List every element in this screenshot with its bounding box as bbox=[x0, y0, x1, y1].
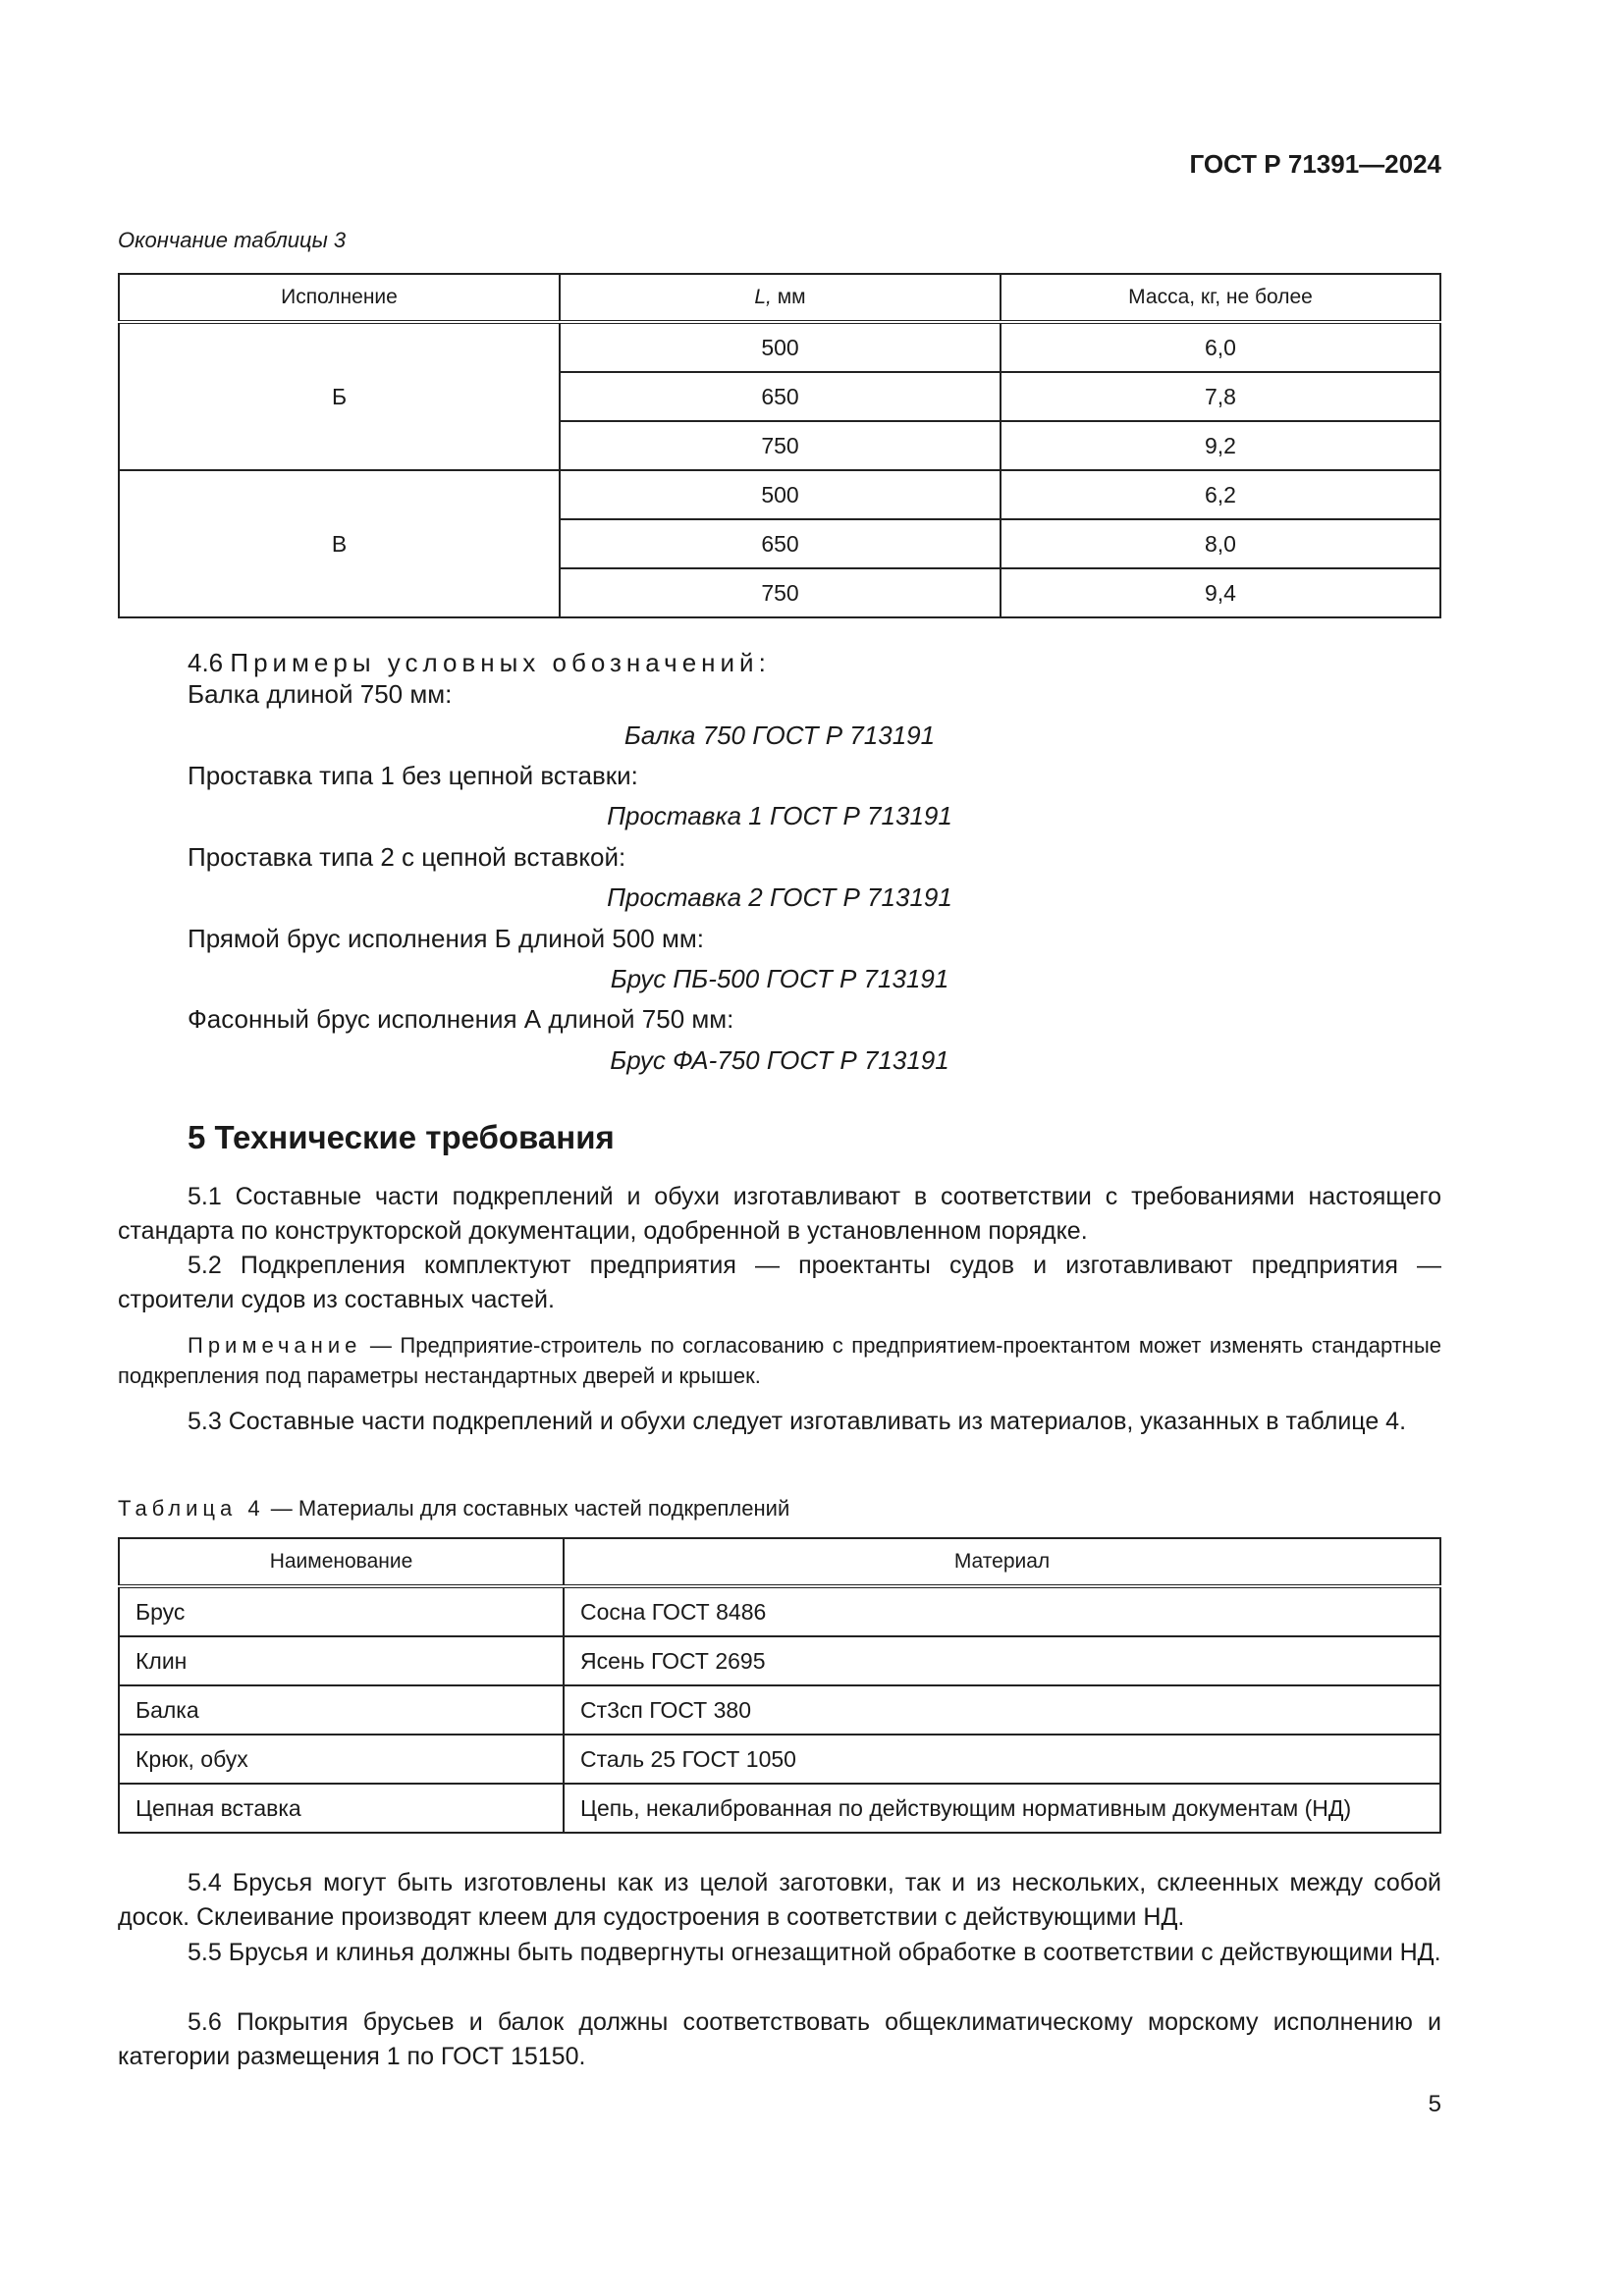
cell: Цепная вставка bbox=[119, 1784, 564, 1833]
cell: 650 bbox=[560, 519, 1001, 568]
cell: 6,0 bbox=[1001, 322, 1440, 372]
paragraph-5-6: 5.6 Покрытия брусьев и балок должны соответствовать общеклиматическому морскому исполнению и категории размещения 1 по ГОСТ 15150. bbox=[118, 2008, 1441, 2070]
paragraph-5-1: 5.1 Составные части подкреплений и обухи изготавливают в соответствии с требованиями настоящего стандарта по конструкторской документации, одобренной в установленном порядке. bbox=[118, 1183, 1441, 1245]
cell: Клин bbox=[119, 1636, 564, 1685]
example-text: Прямой брус исполнения Б длиной 500 мм: bbox=[188, 924, 704, 953]
cell: Цепь, некалиброванная по действующим нормативным документам (НД) bbox=[564, 1784, 1440, 1833]
table-row bbox=[119, 1784, 1440, 1833]
example-text: Проставка типа 1 без цепной вставки: bbox=[188, 761, 638, 790]
table-row bbox=[119, 322, 1440, 372]
cell: 500 bbox=[560, 470, 1001, 519]
paragraph-5-4: 5.4 Брусья могут быть изготовлены как из целой заготовки, так и из нескольких, склеенных между собой досок. Склеивание производят клеем для судостроения в соответствии с действующими НД. bbox=[118, 1869, 1441, 1931]
table-3 bbox=[118, 273, 1441, 618]
cell: 750 bbox=[560, 421, 1001, 470]
cell: 500 bbox=[560, 322, 1001, 372]
paragraph-5-3: 5.3 Составные части подкреплений и обухи следует изготавливать из материалов, указанных в таблице 4. bbox=[188, 1408, 1407, 1435]
cell: 7,8 bbox=[1001, 372, 1440, 421]
cell: Ясень ГОСТ 2695 bbox=[564, 1636, 1440, 1685]
col-header: Материал bbox=[564, 1538, 1440, 1586]
cell: 650 bbox=[560, 372, 1001, 421]
variant-cell: В bbox=[119, 470, 560, 617]
paragraph-5-5: 5.5 Брусья и клинья должны быть подвергнуты огнезащитной обработке в соответствии с действующими НД. bbox=[188, 1939, 1441, 1966]
example-text: Проставка типа 2 с цепной вставкой: bbox=[188, 842, 626, 872]
example-designation: Брус ПБ-500 ГОСТ Р 713191 bbox=[610, 964, 949, 993]
cell: 9,2 bbox=[1001, 421, 1440, 470]
table-row bbox=[119, 1636, 1440, 1685]
col-header: Масса, кг, не более bbox=[1001, 274, 1440, 322]
cell: Крюк, обух bbox=[119, 1735, 564, 1784]
col-header: Наименование bbox=[119, 1538, 564, 1586]
example-designation: Проставка 1 ГОСТ Р 713191 bbox=[607, 801, 952, 830]
table4-caption: Таблица 4 — Материалы для составных частей подкреплений bbox=[118, 1496, 790, 1521]
section-4-6-title: 4.6 Примеры условных обозначений: bbox=[188, 648, 771, 677]
variant-cell: Б bbox=[119, 322, 560, 470]
example-designation: Брус ФА-750 ГОСТ Р 713191 bbox=[610, 1045, 949, 1075]
table3-caption: Окончание таблицы 3 bbox=[118, 228, 347, 252]
table-row bbox=[119, 1685, 1440, 1735]
table-row bbox=[119, 1735, 1440, 1784]
cell: Сталь 25 ГОСТ 1050 bbox=[564, 1735, 1440, 1784]
note-label: Примечание bbox=[188, 1333, 362, 1358]
page-number: 5 bbox=[1428, 2091, 1441, 2117]
cell: 8,0 bbox=[1001, 519, 1440, 568]
cell: Балка bbox=[119, 1685, 564, 1735]
cell: 9,4 bbox=[1001, 568, 1440, 617]
document-id: ГОСТ Р 71391—2024 bbox=[1189, 149, 1441, 179]
table-row bbox=[119, 470, 1440, 519]
cell: Ст3сп ГОСТ 380 bbox=[564, 1685, 1440, 1735]
note-text: — Предприятие-строитель по согласованию с предприятием-проектантом может изменять стандартные подкрепления под параметры нестандартных дверей и крышек. bbox=[118, 1333, 1441, 1388]
cell: 750 bbox=[560, 568, 1001, 617]
paragraph-5-2: 5.2 Подкрепления комплектуют предприятия — проектанты судов и изготавливают предприятия — строители судов из составных частей. bbox=[118, 1252, 1441, 1313]
col-header: L, мм bbox=[560, 274, 1001, 322]
cell: Брус bbox=[119, 1586, 564, 1636]
cell: 6,2 bbox=[1001, 470, 1440, 519]
example-text: Балка длиной 750 мм: bbox=[188, 679, 453, 709]
example-designation: Проставка 2 ГОСТ Р 713191 bbox=[607, 882, 952, 912]
note bbox=[118, 1330, 1441, 1391]
col-header: Исполнение bbox=[119, 274, 560, 322]
cell: Сосна ГОСТ 8486 bbox=[564, 1586, 1440, 1636]
section-heading: 5 Технические требования bbox=[188, 1119, 615, 1155]
example-designation: Балка 750 ГОСТ Р 713191 bbox=[623, 721, 936, 750]
table-row bbox=[119, 1586, 1440, 1636]
example-text: Фасонный брус исполнения А длиной 750 мм: bbox=[188, 1004, 734, 1034]
table-4 bbox=[118, 1537, 1441, 1834]
